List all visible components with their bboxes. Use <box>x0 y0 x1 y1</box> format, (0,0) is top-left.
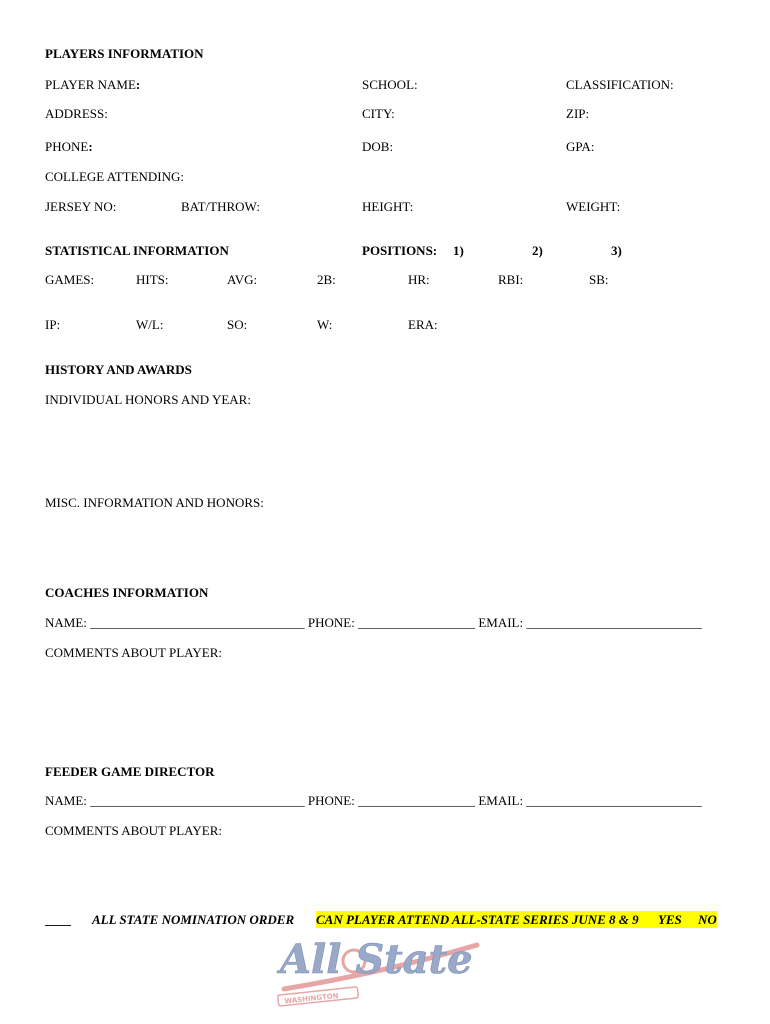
all-state-logo <box>272 925 492 1010</box>
address-label: ADDRESS: <box>45 106 108 121</box>
hr-label: HR: <box>408 272 430 287</box>
feeder-comments-label: COMMENTS ABOUT PLAYER: <box>45 823 222 838</box>
coach-contact-line: NAME: _________________________________ PHONE: __________________ EMAIL: ___________________________ <box>45 615 702 630</box>
individual-honors-label: INDIVIDUAL HONORS AND YEAR: <box>45 392 251 407</box>
attend-gap-1 <box>639 911 658 928</box>
rbi-label: RBI: <box>498 272 524 287</box>
hits-label: HITS: <box>136 272 169 287</box>
positions-label: POSITIONS: <box>362 243 438 258</box>
weight-label: WEIGHT: <box>566 199 621 214</box>
player-name-text: PLAYER NAME <box>45 77 136 92</box>
college-label: COLLEGE ATTENDING: <box>45 169 185 184</box>
nomination-order-blank: ____ <box>45 912 71 927</box>
city-label: CITY: <box>362 106 395 121</box>
feeder-heading: FEEDER GAME DIRECTOR <box>45 764 215 779</box>
misc-honors-label: MISC. INFORMATION AND HONORS: <box>45 495 264 510</box>
height-label: HEIGHT: <box>362 199 414 214</box>
attend-gap-2 <box>682 911 698 928</box>
feeder-contact-line: NAME: _________________________________ PHONE: __________________ EMAIL: ___________________________ <box>45 793 702 808</box>
players-heading: PLAYERS INFORMATION <box>45 46 204 61</box>
bat-throw-label: BAT/THROW: <box>181 199 260 214</box>
walks-label: W: <box>317 317 333 332</box>
logo-wordmark: All State <box>280 936 473 983</box>
player-name-colon: : <box>135 77 141 92</box>
gpa-label: GPA: <box>566 139 595 154</box>
sb-label: SB: <box>589 272 609 287</box>
logo-banner-text: WASHINGTON <box>283 991 339 1006</box>
player-name-label <box>45 78 140 91</box>
jersey-label: JERSEY NO: <box>45 199 117 214</box>
yes-option: YES <box>657 912 682 927</box>
ip-label: IP: <box>45 317 61 332</box>
era-label: ERA: <box>408 317 438 332</box>
school-label: SCHOOL: <box>362 77 418 92</box>
attend-question-text: CAN PLAYER ATTEND ALL-STATE SERIES JUNE 8 & 9 <box>316 912 639 927</box>
phone-label <box>45 140 93 153</box>
games-label: GAMES: <box>45 272 95 287</box>
doubles-label: 2B: <box>317 272 336 287</box>
coach-comments-label: COMMENTS ABOUT PLAYER: <box>45 645 222 660</box>
phone-text: PHONE <box>45 139 89 154</box>
no-option: NO <box>698 912 717 927</box>
zip-label: ZIP: <box>566 106 590 121</box>
position-1-label: 1) <box>453 243 464 258</box>
avg-label: AVG: <box>227 272 258 287</box>
position-2-label: 2) <box>532 243 543 258</box>
stats-heading: STATISTICAL INFORMATION <box>45 243 229 258</box>
dob-label: DOB: <box>362 139 394 154</box>
classification-label: CLASSIFICATION: <box>566 77 674 92</box>
nomination-order-label: ALL STATE NOMINATION ORDER <box>92 912 295 927</box>
phone-colon: : <box>88 139 93 154</box>
so-label: SO: <box>227 317 248 332</box>
position-3-label: 3) <box>611 243 622 258</box>
coaches-heading: COACHES INFORMATION <box>45 585 209 600</box>
wl-label: W/L: <box>136 317 164 332</box>
history-heading: HISTORY AND AWARDS <box>45 362 192 377</box>
